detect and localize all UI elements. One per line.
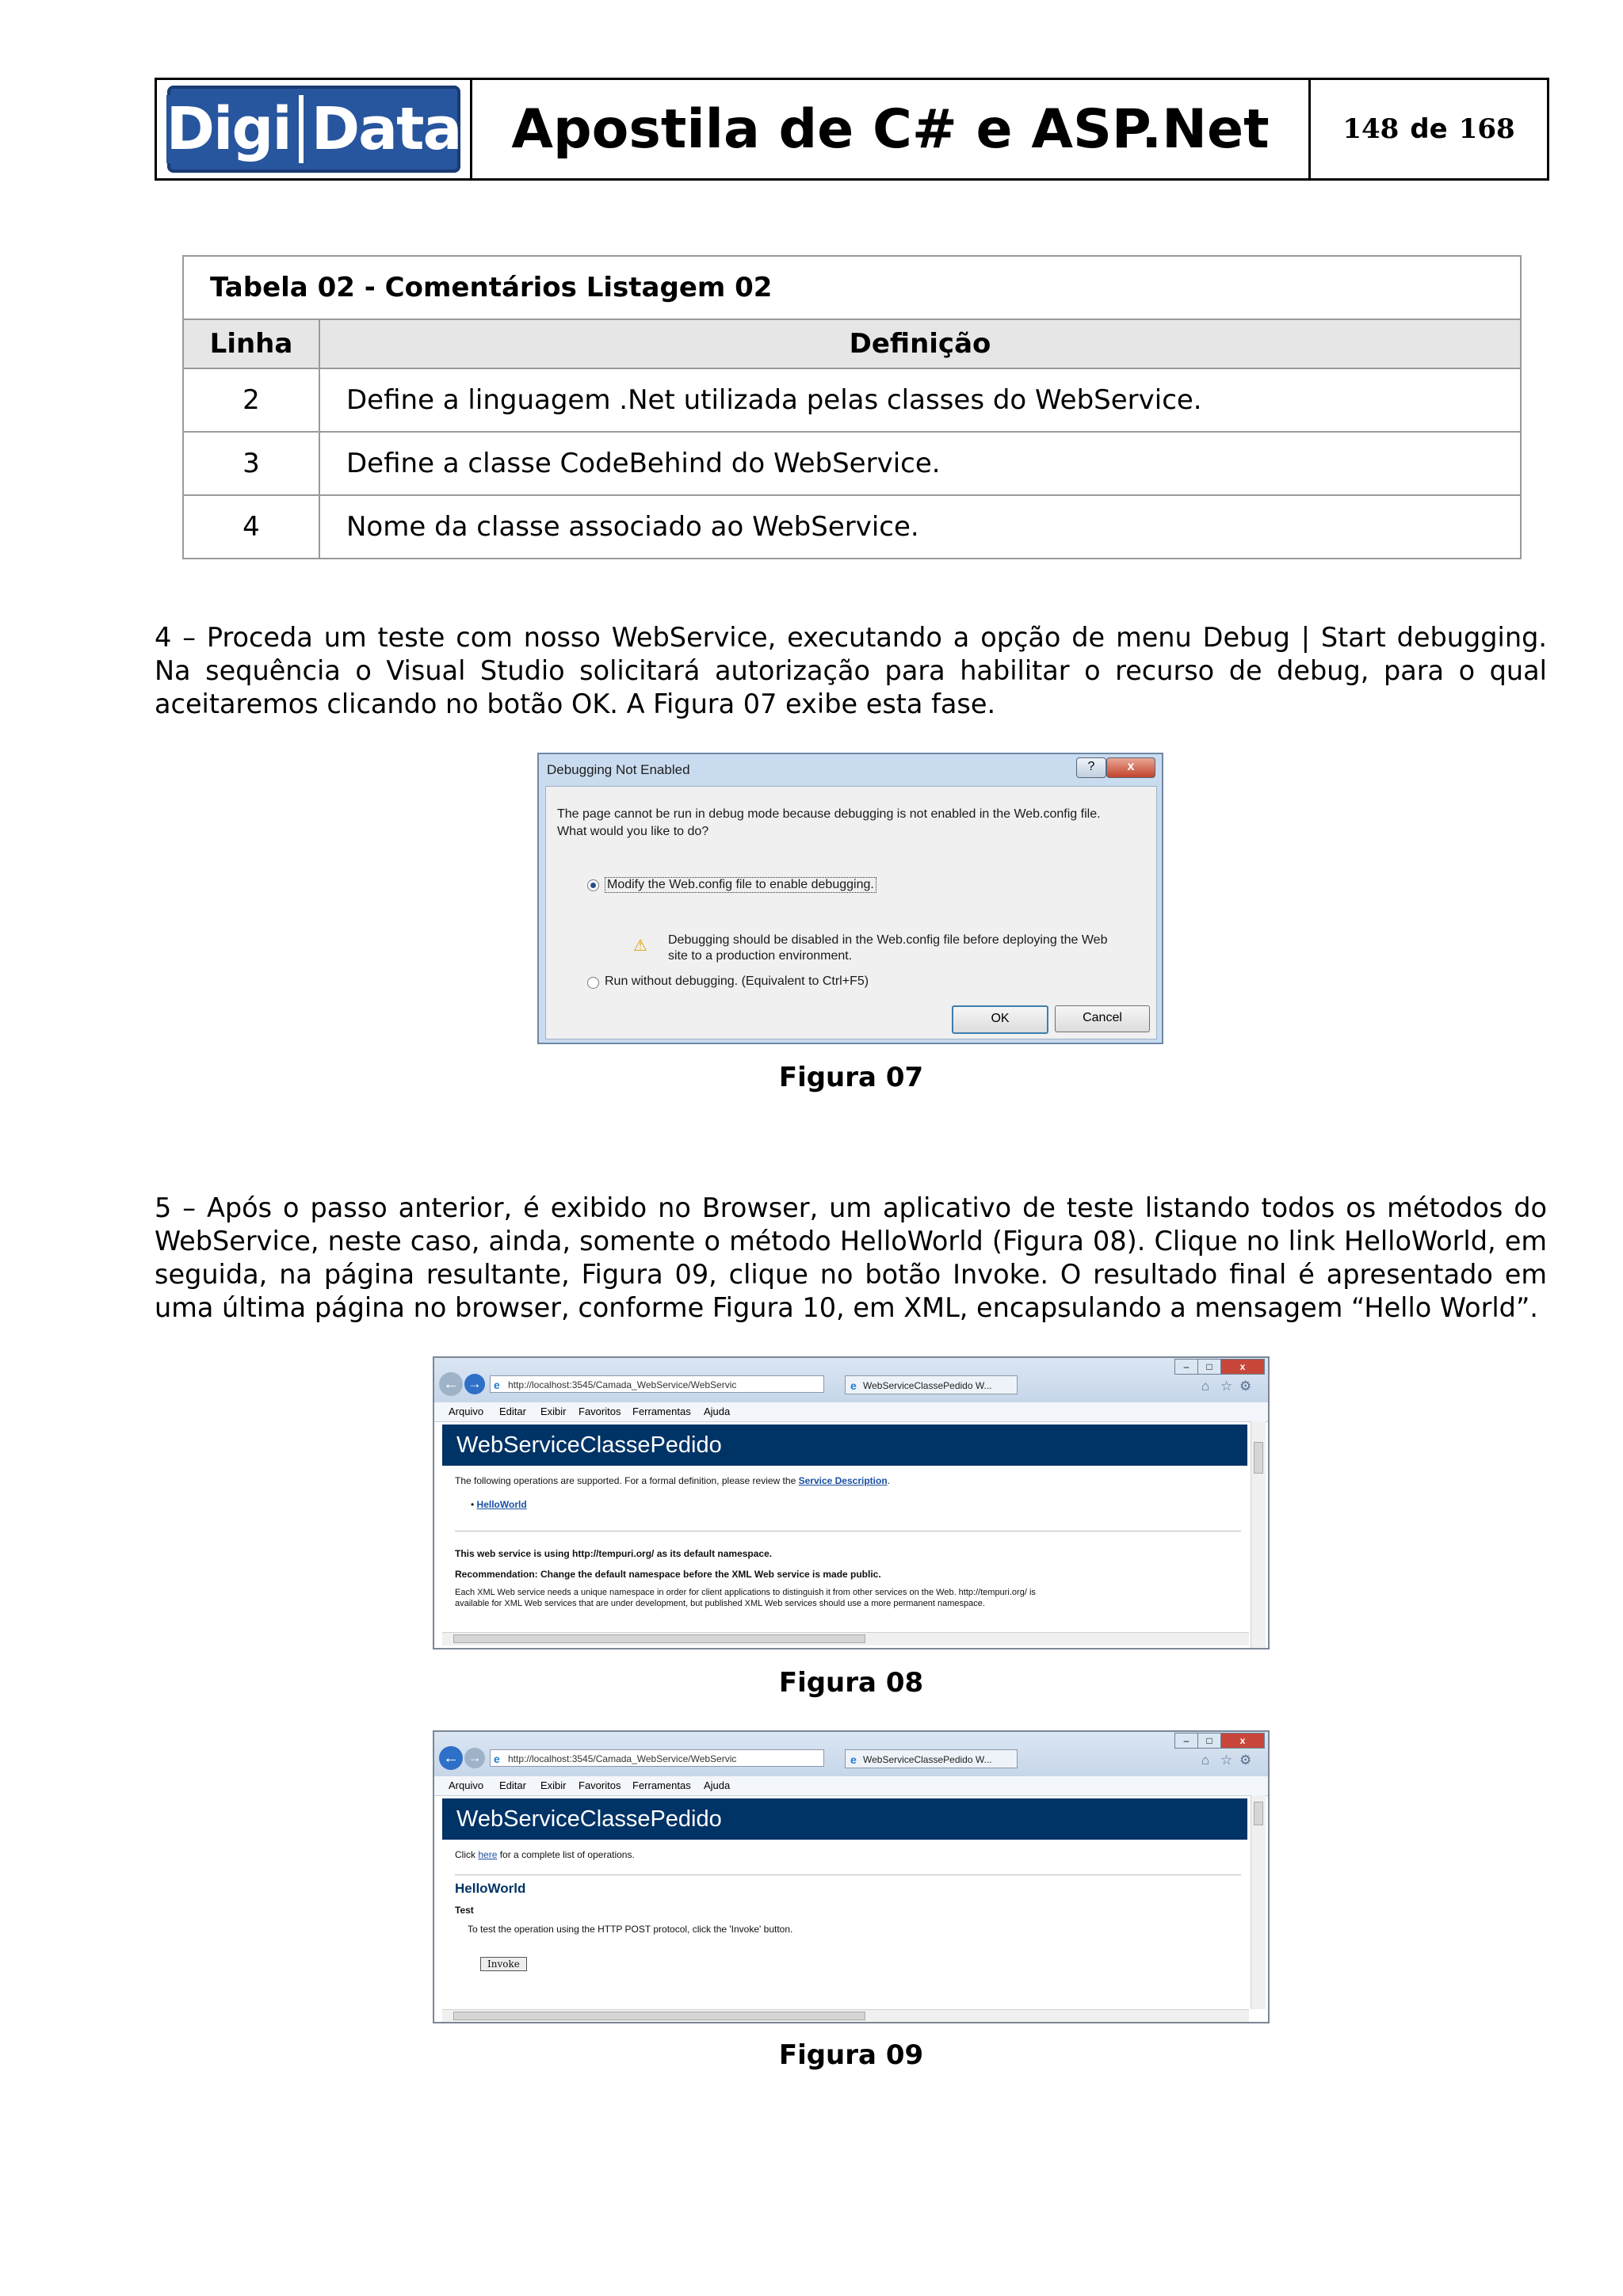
favorites-star-icon[interactable]: ☆: [1220, 1753, 1233, 1768]
operations-list-text: for a complete list of operations.: [499, 1849, 635, 1860]
warning-icon: ⚠: [633, 937, 647, 955]
line-definition: Define a classe CodeBehind do WebService.: [319, 432, 1521, 495]
help-button[interactable]: ?: [1076, 757, 1106, 778]
menu-ferramentas[interactable]: Ferramentas: [632, 1779, 691, 1791]
logo-cell: [157, 80, 472, 178]
minimize-button[interactable]: –: [1174, 1733, 1198, 1749]
menu-ferramentas[interactable]: Ferramentas: [632, 1405, 691, 1417]
address-bar[interactable]: e http://localhost:3545/Camada_WebService/WebServic: [490, 1749, 824, 1767]
scroll-thumb[interactable]: [453, 1634, 865, 1643]
menu-bar: [434, 1776, 1268, 1796]
browser-tab[interactable]: e WebServiceClassePedido W...: [845, 1749, 1018, 1768]
figure-09-caption: Figura 09: [778, 2039, 924, 2071]
horizontal-scrollbar[interactable]: [442, 1632, 1249, 1646]
menu-favoritos[interactable]: Favoritos: [579, 1779, 621, 1791]
maximize-button[interactable]: □: [1197, 1733, 1221, 1749]
scroll-thumb[interactable]: [453, 2012, 865, 2020]
page-total: 168: [1458, 113, 1515, 145]
line-definition: Nome da classe associado ao WebService.: [319, 495, 1521, 559]
ok-button[interactable]: OK: [952, 1005, 1048, 1034]
test-instructions: To test the operation using the HTTP POST protocol, click the 'Invoke' button.: [468, 1924, 793, 1935]
namespace-explanation-1: Each XML Web service needs a unique namespace in order for client applications to distinguish it from other services on the Web. http://tempuri.org/ is: [455, 1588, 1036, 1597]
dialog-message: [557, 806, 1101, 841]
tools-gear-icon[interactable]: ⚙: [1239, 1753, 1252, 1768]
dialog-message-line-1: The page cannot be run in debug mode because debugging is not enabled in the Web.config file.: [557, 807, 1101, 821]
service-banner: WebServiceClassePedido: [442, 1425, 1247, 1466]
test-heading: Test: [455, 1905, 474, 1916]
menu-favoritos[interactable]: Favoritos: [579, 1405, 621, 1417]
minimize-button[interactable]: –: [1174, 1359, 1198, 1375]
title-cell: [472, 80, 1311, 178]
line-number: 3: [183, 432, 319, 495]
namespace-notice: This web service is using http://tempuri.org/ as its default namespace.: [455, 1548, 773, 1559]
operations-intro-text: The following operations are supported. For a formal definition, please review the: [455, 1475, 796, 1486]
click-text: Click: [455, 1849, 475, 1860]
warning-line-2: site to a production environment.: [668, 949, 853, 963]
col-header-line: Linha: [183, 319, 319, 368]
operation-heading: HelloWorld: [455, 1881, 526, 1896]
operations-list-hint: [455, 1849, 635, 1860]
browser-chrome: [434, 1358, 1268, 1402]
menu-exibir[interactable]: Exibir: [540, 1405, 567, 1417]
back-button[interactable]: ←: [439, 1372, 463, 1396]
menu-editar[interactable]: Editar: [499, 1405, 526, 1417]
menu-arquivo[interactable]: Arquivo: [449, 1405, 484, 1417]
radio-run-without-debugging[interactable]: [587, 977, 599, 989]
page-header: [155, 78, 1549, 181]
option-modify-webconfig[interactable]: Modify the Web.config file to enable debugging.: [605, 877, 876, 893]
home-icon[interactable]: ⌂: [1201, 1753, 1210, 1768]
browser-tab[interactable]: e WebServiceClassePedido W...: [845, 1375, 1018, 1394]
menu-arquivo[interactable]: Arquivo: [449, 1779, 484, 1791]
step-4-paragraph: 4 – Proceda um teste com nosso WebService, executando a opção de menu Debug | Start debugging. Na sequência o Visual Studio solicitará autorização para habilitar o recurso de debug, para o qual aceitaremos clicando no botão OK. A Figura 07 exibe esta fase.: [155, 622, 1547, 719]
page-de: de: [1410, 113, 1448, 145]
scroll-thumb[interactable]: [1254, 1802, 1263, 1825]
page-current: 148: [1342, 113, 1400, 145]
debugging-dialog: [537, 753, 1163, 1044]
page-number-cell: [1311, 80, 1547, 178]
warning-line-1: Debugging should be disabled in the Web.config file before deploying the Web: [668, 933, 1108, 947]
line-number: 4: [183, 495, 319, 559]
table-header-row: [183, 319, 1521, 368]
browser-window-figure-09: [433, 1730, 1270, 2023]
menu-ajuda[interactable]: Ajuda: [704, 1779, 731, 1791]
figure-08-caption: Figura 08: [778, 1667, 924, 1699]
step-5-paragraph: 5 – Após o passo anterior, é exibido no Browser, um aplicativo de teste listando todos os métodos do WebService, neste caso, ainda, somente o método HelloWorld (Figura 08). Clique no link HelloWorld, em seguida, na página resultante, Figura 09, clique no botão Invoke. O resultado final é apresentado em uma última página no browser, conforme Figura 10, em XML, encapsulando a mensagem “Hello World”.: [155, 1192, 1547, 1323]
scroll-thumb[interactable]: [1254, 1442, 1263, 1474]
vertical-scrollbar[interactable]: [1251, 1795, 1266, 2009]
operations-intro: The following operations are supported. For a formal definition, please review the Service Description.: [455, 1475, 890, 1486]
here-link[interactable]: here: [478, 1849, 498, 1860]
vertical-scrollbar[interactable]: [1251, 1421, 1266, 1648]
dialog-title: Debugging Not Enabled: [547, 762, 690, 777]
service-description-link[interactable]: Service Description: [798, 1475, 888, 1486]
warning-text: [668, 933, 1107, 964]
dialog-client-area: [545, 786, 1157, 1039]
option-run-without-debugging[interactable]: Run without debugging. (Equivalent to Ctrl+F5): [605, 974, 869, 988]
favorites-star-icon[interactable]: ☆: [1220, 1379, 1233, 1394]
forward-button[interactable]: →: [464, 1374, 485, 1394]
browser-window-figure-08: [433, 1356, 1270, 1650]
operation-list-item: • HelloWorld: [471, 1499, 527, 1510]
table-row: [183, 495, 1521, 559]
table-caption: Tabela 02 - Comentários Listagem 02: [183, 256, 1521, 319]
table-caption-row: [183, 256, 1521, 319]
cancel-button[interactable]: Cancel: [1055, 1005, 1150, 1032]
digidata-logo: [167, 86, 460, 173]
menu-bar: [434, 1402, 1268, 1422]
back-button[interactable]: ←: [439, 1746, 463, 1770]
window-close-button[interactable]: x: [1220, 1359, 1265, 1375]
window-close-button[interactable]: x: [1220, 1733, 1265, 1749]
dialog-message-line-2: What would you like to do?: [557, 825, 709, 838]
maximize-button[interactable]: □: [1197, 1359, 1221, 1375]
logo-text-data: Data: [311, 95, 461, 163]
menu-ajuda[interactable]: Ajuda: [704, 1405, 731, 1417]
logo-text-digi: Digi: [166, 95, 304, 163]
close-button[interactable]: x: [1106, 757, 1155, 778]
horizontal-scrollbar[interactable]: [442, 2009, 1249, 2023]
table-row: [183, 368, 1521, 432]
home-icon[interactable]: ⌂: [1201, 1379, 1210, 1394]
comments-table: [182, 255, 1522, 559]
document-title: Apostila de C# e ASP.Net: [511, 97, 1270, 161]
service-banner: WebServiceClassePedido: [442, 1798, 1247, 1840]
invoke-button[interactable]: Invoke: [480, 1957, 527, 1971]
line-number: 2: [183, 368, 319, 432]
namespace-recommendation: Recommendation: Change the default namespace before the XML Web service is made public.: [455, 1569, 881, 1580]
tools-gear-icon[interactable]: ⚙: [1239, 1379, 1252, 1394]
radio-modify-webconfig[interactable]: [587, 879, 599, 891]
menu-editar[interactable]: Editar: [499, 1779, 526, 1791]
col-header-definition: Definição: [319, 319, 1521, 368]
forward-button[interactable]: →: [464, 1748, 485, 1768]
table-row: [183, 432, 1521, 495]
menu-exibir[interactable]: Exibir: [540, 1779, 567, 1791]
browser-chrome: [434, 1732, 1268, 1776]
namespace-explanation-2: available for XML Web services that are under development, but published XML Web services should use a more permanent namespace.: [455, 1599, 985, 1608]
address-bar[interactable]: e http://localhost:3545/Camada_WebService/WebServic: [490, 1375, 824, 1393]
line-definition: Define a linguagem .Net utilizada pelas classes do WebService.: [319, 368, 1521, 432]
helloworld-link[interactable]: HelloWorld: [476, 1499, 527, 1510]
figure-07-caption: Figura 07: [778, 1062, 924, 1093]
